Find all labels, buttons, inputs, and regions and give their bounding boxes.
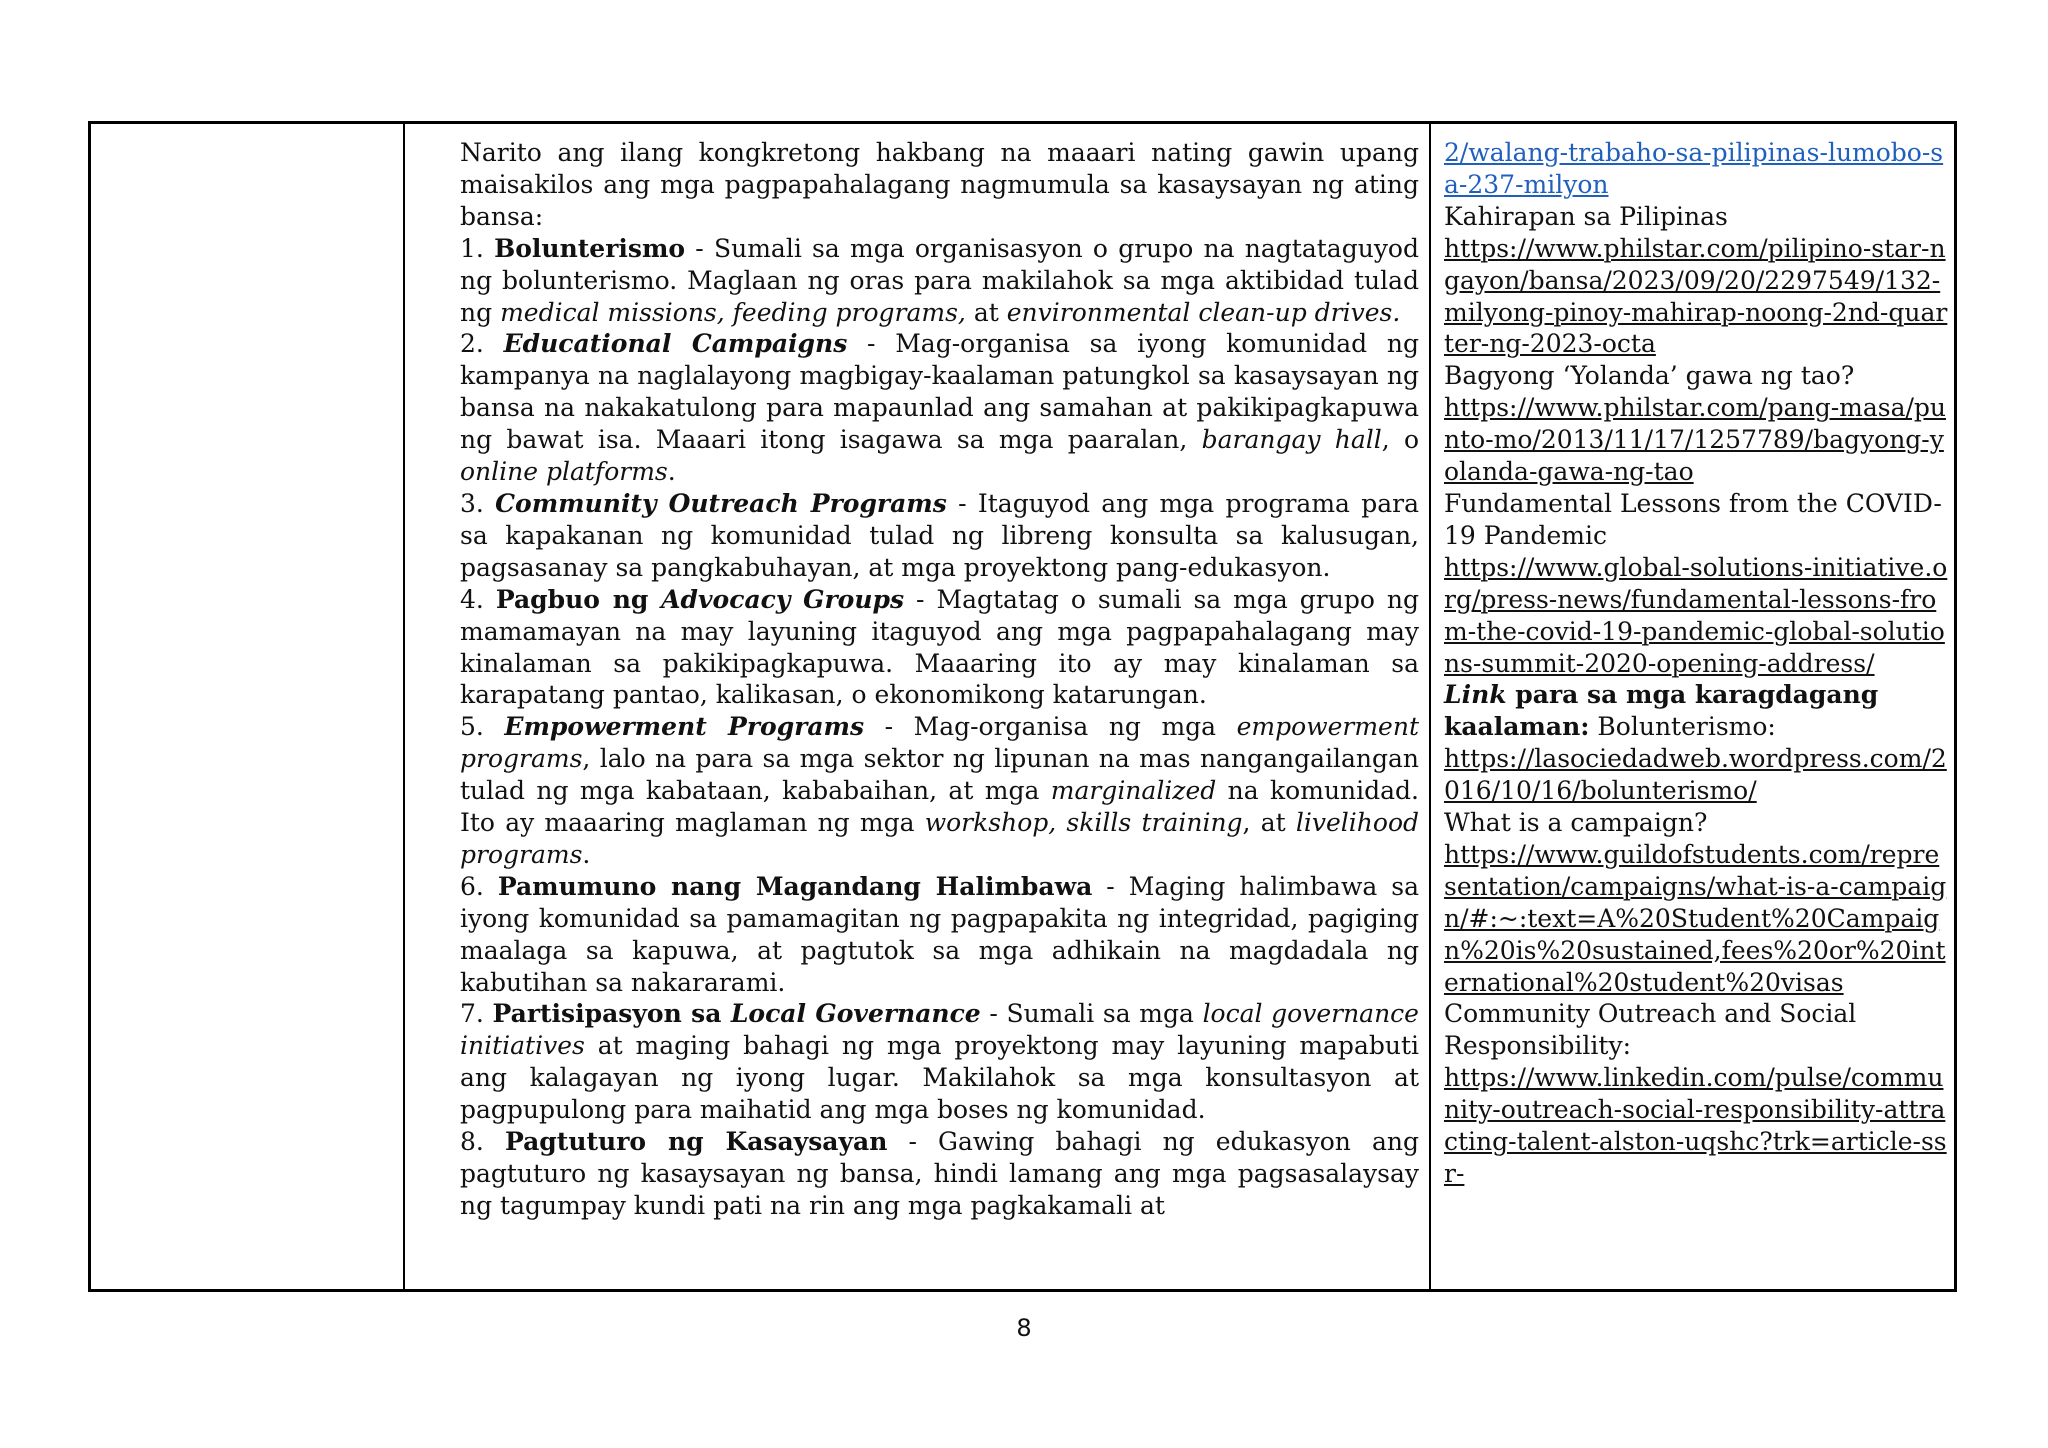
list-item: 1. Bolunterismo - Sumali sa mga organisasyon o grupo na nagtataguyod ng bolunterismo. Maglaan ng oras para makilahok sa mga aktibidad tulad ng medical missions, feeding programs, at environmental clean-up drives. [460,233,1419,327]
reference-link[interactable]: 2/walang-trabaho-sa-pilipinas-lumobo-sa-237-milyon [1444,138,1944,199]
list-item: 5. Empowerment Programs - Mag-organisa ng mga empowerment programs, lalo na para sa mga sektor ng lipunan na mas nangangailangan tulad ng mga kabataan, kababaihan, at mga marginalized na komunidad. Ito ay maaaring maglaman ng mga workshop, skills training, at livelihood programs. [460,712,1419,869]
more-links-heading: Link para sa mga karagdagang kaalaman: Bolunterismo: [1444,680,1879,742]
content-table [88,121,1957,1292]
reference-title: Fundamental Lessons from the COVID-19 Pandemic [1444,488,1942,550]
list-item: 3. Community Outreach Programs - Itaguyod ang mga programa para sa kapakanan ng komunidad tulad ng libreng konsulta sa kalusugan, pagsasanay sa pangkabuhayan, at mga proyektong pang-edukasyon. [460,488,1419,582]
reference-link[interactable]: https://www.linkedin.com/pulse/community-outreach-social-responsibility-attracting-talent-alston-uqshc?trk=article-ssr- [1444,1063,1947,1188]
reference-entry: https://www.guildofstudents.com/representation/campaigns/what-is-a-campaign/#:~:text=A%20Student%20Campaign%20is%20sustained,fees%20or%20international%20student%20visas Community Outreach and Social Responsibility: [1444,839,1947,1061]
table-main-column [405,124,1431,1289]
reference-title: Bagyong ‘Yolanda’ gawa ng tao? [1444,361,1855,391]
reference-title: What is a campaign? [1444,808,1708,838]
list-item: 4. Pagbuo ng Advocacy Groups - Magtatag o sumali sa mga grupo ng mamamayan na may layuning itaguyod ang mga pagpapahalagang may kinalaman sa pakikipagkapuwa. Maaaring ito ay may kinalaman sa karapatang pantao, kalikasan, o ekonomikong katarungan. [460,584,1419,710]
reference-link[interactable]: https://www.philstar.com/pang-masa/punto-mo/2013/11/17/1257789/bagyong-yolanda-gawa-ng-tao [1444,393,1947,487]
table-references-column [1431,124,1954,1289]
table-left-column [91,124,405,1289]
reference-title: Kahirapan sa Pilipinas [1444,201,1728,231]
reference-link[interactable]: https://lasociedadweb.wordpress.com/2016/10/16/bolunterismo/ [1444,744,1947,806]
list-item: 7. Partisipasyon sa Local Governance - Sumali sa mga local governance initiatives at maging bahagi ng mga proyektong may layuning mapabuti ang kalagayan ng iyong lugar. Makilahok sa mga konsultasyon at pagpupulong para maihatid ang mga boses ng komunidad. [460,999,1419,1125]
list-item: 2. Educational Campaigns - Mag-organisa sa iyong komunidad ng kampanya na naglalayong magbigay-kaalaman patungkol sa kasaysayan ng bansa na nakakatulong para mapaunlad ang samahan at pakikipagkapuwa ng bawat isa. Maaari itong isagawa sa mga paaralan, barangay hall, o online platforms. [460,329,1419,487]
intro-paragraph: Narito ang ilang kongkretong hakbang na maaari nating gawin upang maisakilos ang mga pagpapahalagang nagmumula sa kasaysayan ng ating bansa: [460,138,1419,231]
reference-link[interactable]: https://www.global-solutions-initiative.org/press-news/fundamental-lessons-from-the-covid-19-pandemic-global-solutions-summit-2020-opening-address/ [1444,552,1948,678]
page-number: 8 [1016,1314,1032,1342]
reference-link[interactable]: https://www.philstar.com/pilipino-star-ngayon/bansa/2023/09/20/2297549/132-milyong-pinoy-mahirap-noong-2nd-quarter-ng-2023-octa [1444,233,1948,359]
reference-link[interactable]: https://www.guildofstudents.com/representation/campaigns/what-is-a-campaign/#:~:text=A%20Student%20Campaign%20is%20sustained,fees%20or%20international%20student%20visas [1444,839,1947,997]
list-item: 8. Pagtuturo ng Kasaysayan - Gawing bahagi ng edukasyon ang pagtuturo ng kasaysayan ng bansa, hindi lamang ang mga pagsasalaysay ng tagumpay kundi pati na rin ang mga pagkakamali at [460,1127,1419,1220]
list-item: 6. Pamumuno nang Magandang Halimbawa - Maging halimbawa sa iyong komunidad sa pamamagitan ng pagpapakita ng integridad, pagiging maalaga sa kapuwa, at pagtutok sa mga adhikain na magdadala ng kabutihan sa nakararami. [460,871,1419,997]
